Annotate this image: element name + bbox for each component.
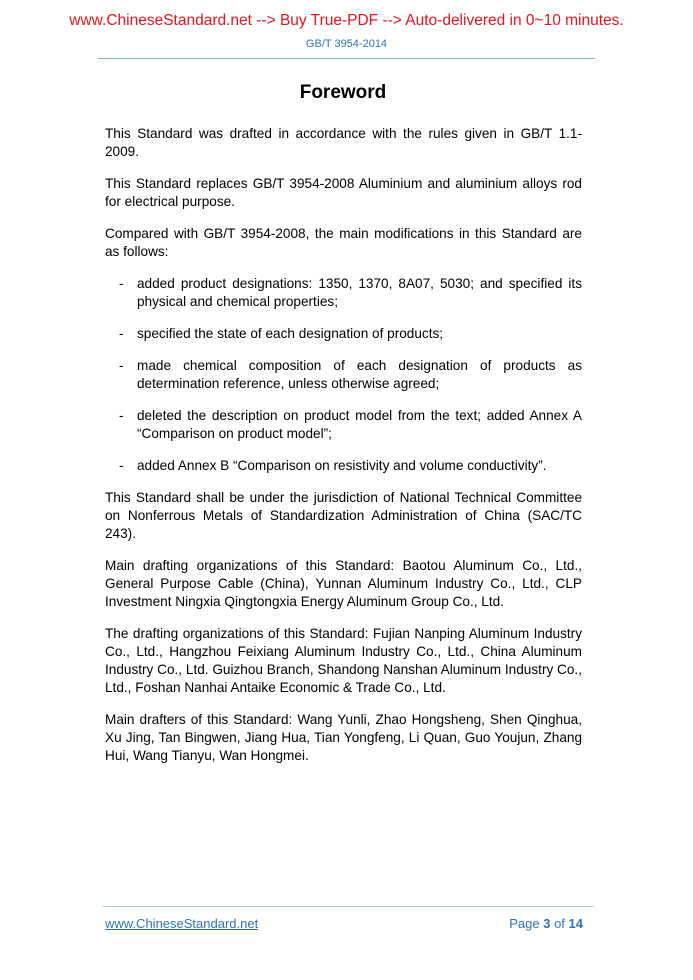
paragraph: Compared with GB/T 3954-2008, the main modifications in this Standard are as follows:	[105, 226, 582, 259]
list-bullet: -	[119, 408, 124, 423]
list-bullet: -	[119, 326, 124, 341]
document-body	[105, 125, 582, 779]
page-of: of	[554, 916, 565, 931]
footer-website-link[interactable]: www.ChineseStandard.net	[105, 916, 259, 931]
page-total: 14	[568, 916, 583, 931]
header-divider	[98, 58, 595, 59]
list-bullet: -	[119, 276, 124, 291]
list-item-text: made chemical composition of each designation of products as determination reference, unless otherwise agreed;	[137, 358, 582, 391]
list-bullet: -	[119, 358, 124, 373]
list-item	[105, 357, 582, 393]
promo-banner-link[interactable]: www.ChineseStandard.net --> Buy True-PDF --> Auto-delivered in 0~10 minutes.	[69, 12, 624, 29]
paragraph: This Standard was drafted in accordance with the rules given in GB/T 1.1-2009.	[105, 126, 582, 159]
paragraph: Main drafters of this Standard: Wang Yunli, Zhao Hongsheng, Shen Qinghua, Xu Jing, Tan Bingwen, Jiang Hua, Tian Yongfeng, Li Quan, Guo Youjun, Zhang Hui, Wang Tianyu, Wan Hongmei.	[105, 712, 582, 763]
footer-divider	[102, 906, 594, 907]
standard-code: GB/T 3954-2014	[305, 38, 388, 50]
list-item-text: added Annex B “Comparison on resistivity and volume conductivity”.	[137, 458, 547, 473]
list-bullet: -	[119, 458, 124, 473]
list-item-text: specified the state of each designation of products;	[137, 326, 444, 341]
list-item-text: added product designations: 1350, 1370, 8A07, 5030; and specified its physical and chemical properties;	[137, 276, 582, 309]
page-number	[509, 916, 583, 931]
list-item	[105, 325, 582, 343]
paragraph: Main drafting organizations of this Standard: Baotou Aluminum Co., Ltd., General Purpose Cable (China), Yunnan Aluminum Industry Co., Ltd., CLP Investment Ningxia Qingtongxia Energy Aluminum Group Co., Ltd.	[105, 558, 582, 609]
paragraph: This Standard shall be under the jurisdiction of National Technical Committee on Nonferrous Metals of Standardization Administration of China (SAC/TC 243).	[105, 490, 582, 541]
list-item	[105, 275, 582, 311]
page-title: Foreword	[299, 82, 387, 103]
paragraph: This Standard replaces GB/T 3954-2008 Aluminium and aluminium alloys rod for electrical purpose.	[105, 176, 582, 209]
list-item	[105, 407, 582, 443]
paragraph: The drafting organizations of this Standard: Fujian Nanping Aluminum Industry Co., Ltd., Hangzhou Feixiang Aluminum Industry Co., Ltd., China Aluminum Industry Co., Ltd. Guizhou Branch, Shandong Nanshan Aluminum Industry Co., Ltd., Foshan Nanhai Antaike Economic & Trade Co., Ltd.	[105, 626, 582, 695]
list-item-text: deleted the description on product model from the text; added Annex A “Comparison on product model”;	[137, 408, 582, 441]
page-current: 3	[543, 916, 551, 931]
list-item	[105, 457, 582, 475]
page-prefix: Page	[509, 916, 540, 931]
